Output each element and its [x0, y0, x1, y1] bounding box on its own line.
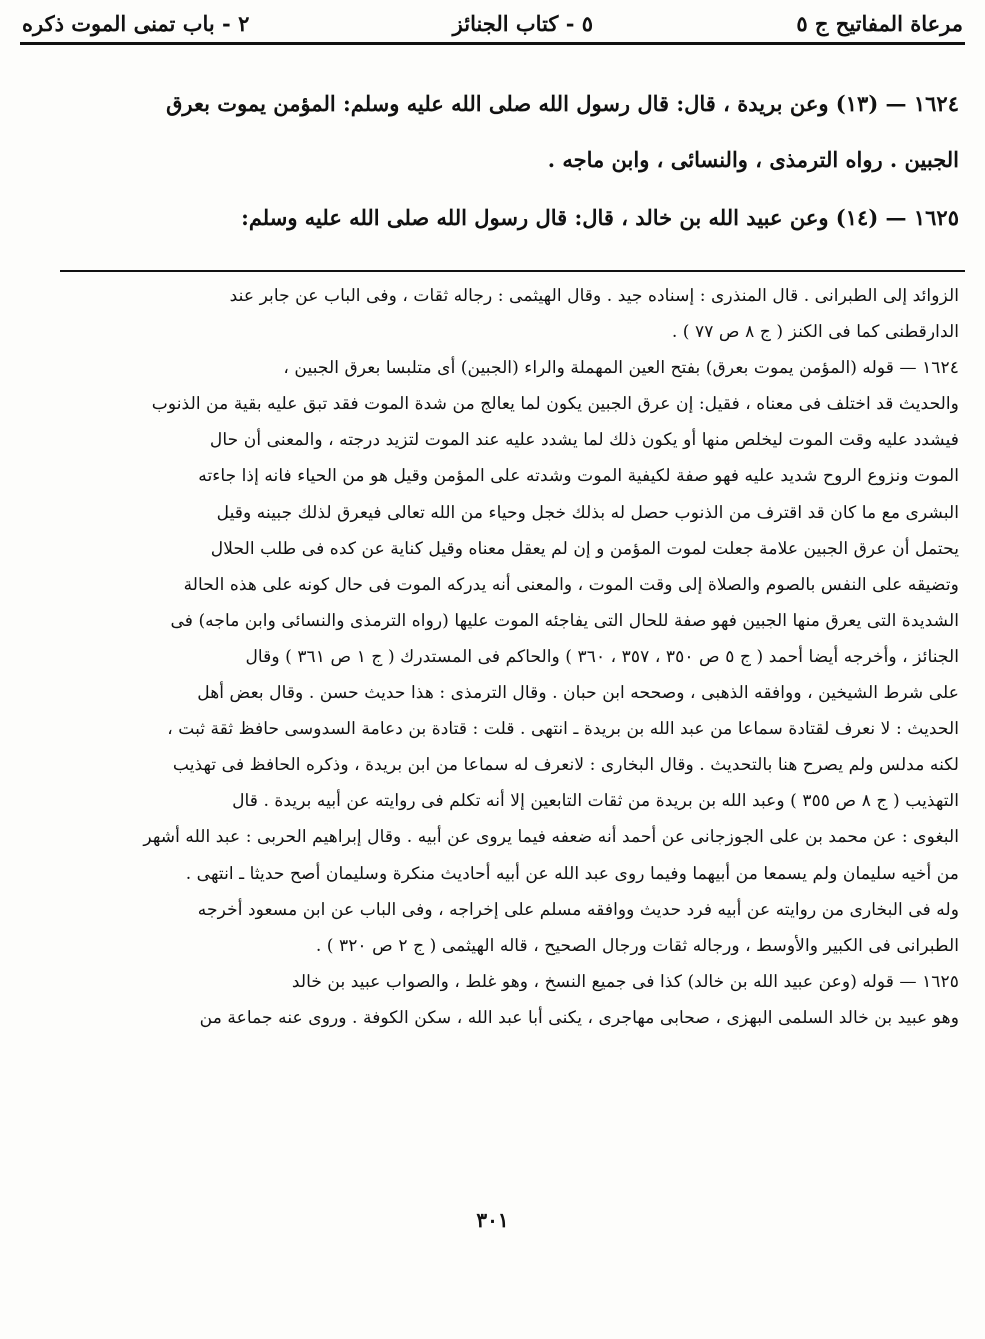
commentary-line: البشرى مع ما كان قد اقترف من الذنوب حصل له بذلك خجل وحياء من الله تعالى فيعرق لذلك جبينه وقيل — [216, 502, 959, 523]
main-text-line: الجبين . رواه الترمذى ، والنسائى ، وابن ماجه . — [547, 147, 959, 172]
commentary-line: وهو عبيد بن خالد السلمى البهزى ، صحابى مهاجرى ، يكنى أبا عبد الله ، سكن الكوفة . وروى عنه جماعة من — [199, 1007, 959, 1028]
commentary-line: الدارقطنى كما فى الكنز ( ج ٨ ص ٧٧ ) . — [671, 322, 959, 343]
commentary-line: وله فى البخارى من روايته عن أبيه فرد حديث ووافقه مسلم على إخراجه ، وفى الباب عن ابن مسعود أخرجه — [197, 899, 959, 920]
commentary-line: الجنائز ، وأخرجه أيضا أحمد ( ج ٥ ص ٣٥٠ ، ٣٥٧ ، ٣٦٠ ) والحاكم فى المستدرك ( ج ١ ص ٣٦١ ) وقال — [245, 646, 959, 667]
commentary-line: الطبرانى فى الكبير والأوسط ، ورجاله ثقات ورجال الصحيح ، قاله الهيثمى ( ج ٢ ص ٣٢٠ ) . — [315, 935, 959, 956]
commentary-line: التهذيب ( ج ٨ ص ٣٥٥ ) وعبد الله بن بريدة من ثقات التابعين إلا أنه تكلم فى روايته عن أبيه بريدة . قال — [232, 791, 959, 812]
commentary-line: البغوى : عن محمد بن على الجوزجانى عن أحمد أنه ضعفه فيما يروى عن أبيه . وقال إبراهيم الحربى : عبد الله أشهر — [143, 827, 959, 848]
page-number: ٣٠١ — [476, 1208, 509, 1232]
commentary-line: الشديدة التى يعرق منها الجبين فهو صفة للحال التى يفاجئه الموت عليها (رواه الترمذى والنسائى وابن ماجه) فى — [170, 610, 959, 631]
commentary-line: يحتمل أن عرق الجبين علامة جعلت لموت المؤمن و إن لم يعقل معناه وقيل كناية عن كده فى طلب الحلال — [210, 538, 959, 559]
commentary-line: الموت ونزوع الروح شديد عليه فهو صفة لكيفية الموت وشدته على المؤمن وقيل هو من الحياء فانه إذا جاءته — [198, 466, 959, 487]
commentary-line: ١٦٢٥ — قوله (وعن عبيد الله بن خالد) كذا فى جميع النسخ ، وهو غلط ، والصواب عبيد بن خالد — [291, 971, 959, 992]
header-rule — [20, 42, 965, 45]
running-header — [22, 6, 963, 40]
hadith-line-1 — [24, 76, 959, 132]
commentary-block — [24, 278, 959, 1036]
commentary-line: فيشدد عليه وقت الموت ليخلص منها أو يكون ذلك لما يشدد عليه عند الموت لتزيد درجته ، والمعنى أن حال — [209, 430, 959, 451]
header-book-title: مرعاة المفاتيح ج ٥ — [796, 10, 963, 36]
commentary-line: ١٦٢٤ — قوله (المؤمن يموت بعرق) بفتح العين المهملة والراء (الجبين) أى متلبسا بعرق الجبين ، — [283, 358, 959, 379]
commentary-line: على شرط الشيخين ، ووافقه الذهبى ، وصححه ابن حبان . وقال الترمذى : هذا حديث حسن . وقال بعض أهل — [197, 683, 959, 704]
main-text-line: ١٦٢٥ — (١٤) وعن عبيد الله بن خالد ، قال: قال رسول الله صلى الله عليه وسلم: — [241, 205, 959, 230]
header-section: ٢ - باب تمنى الموت ذكره — [22, 10, 250, 36]
commentary-line: والحديث قد اختلف فى معناه ، فقيل: إن عرق الجبين يكون لما يعالج من شدة الموت فقد تبق عليه بقية من الذنوب — [151, 394, 959, 415]
hadith-line-2 — [24, 132, 959, 188]
commentary-line: لكنه مدلس ولم يصرح هنا بالتحديث . وقال البخارى : لانعرف له سماعا من ابن بريدة ، وذكره الحافظ فى تهذيب — [172, 755, 959, 776]
hadith-line-3 — [24, 190, 959, 246]
commentary-line: وتضيقه على النفس بالصوم والصلاة إلى وقت الموت ، والمعنى أنه يدركه الموت فى حال كونه على هذه الحالة — [183, 574, 959, 595]
commentary-line: الزوائد إلى الطبرانى . قال المنذرى : إسناده جيد . وقال الهيثمى : رجاله ثقات ، وفى الباب عن جابر عند — [229, 286, 959, 306]
commentary-line: من أخيه سليمان ولم يسمعا من أبيهما وفيما روى عبد الله عن أبيه أحاديث منكرة وسليمان أصح حديثا ـ انتهى . — [185, 863, 959, 884]
header-chapter: ٥ - كتاب الجنائز — [452, 10, 594, 36]
main-text-line: ١٦٢٤ — (١٣) وعن بريدة ، قال: قال رسول الله صلى الله عليه وسلم: المؤمن يموت بعرق — [166, 91, 959, 116]
commentary-line: الحديث : لا نعرف لقتادة سماعا من عبد الله بن بريدة ـ انتهى . قلت : قتادة بن دعامة السدوسى حافظ ثقة ثبت ، — [167, 719, 959, 740]
footnote-rule — [60, 270, 965, 272]
